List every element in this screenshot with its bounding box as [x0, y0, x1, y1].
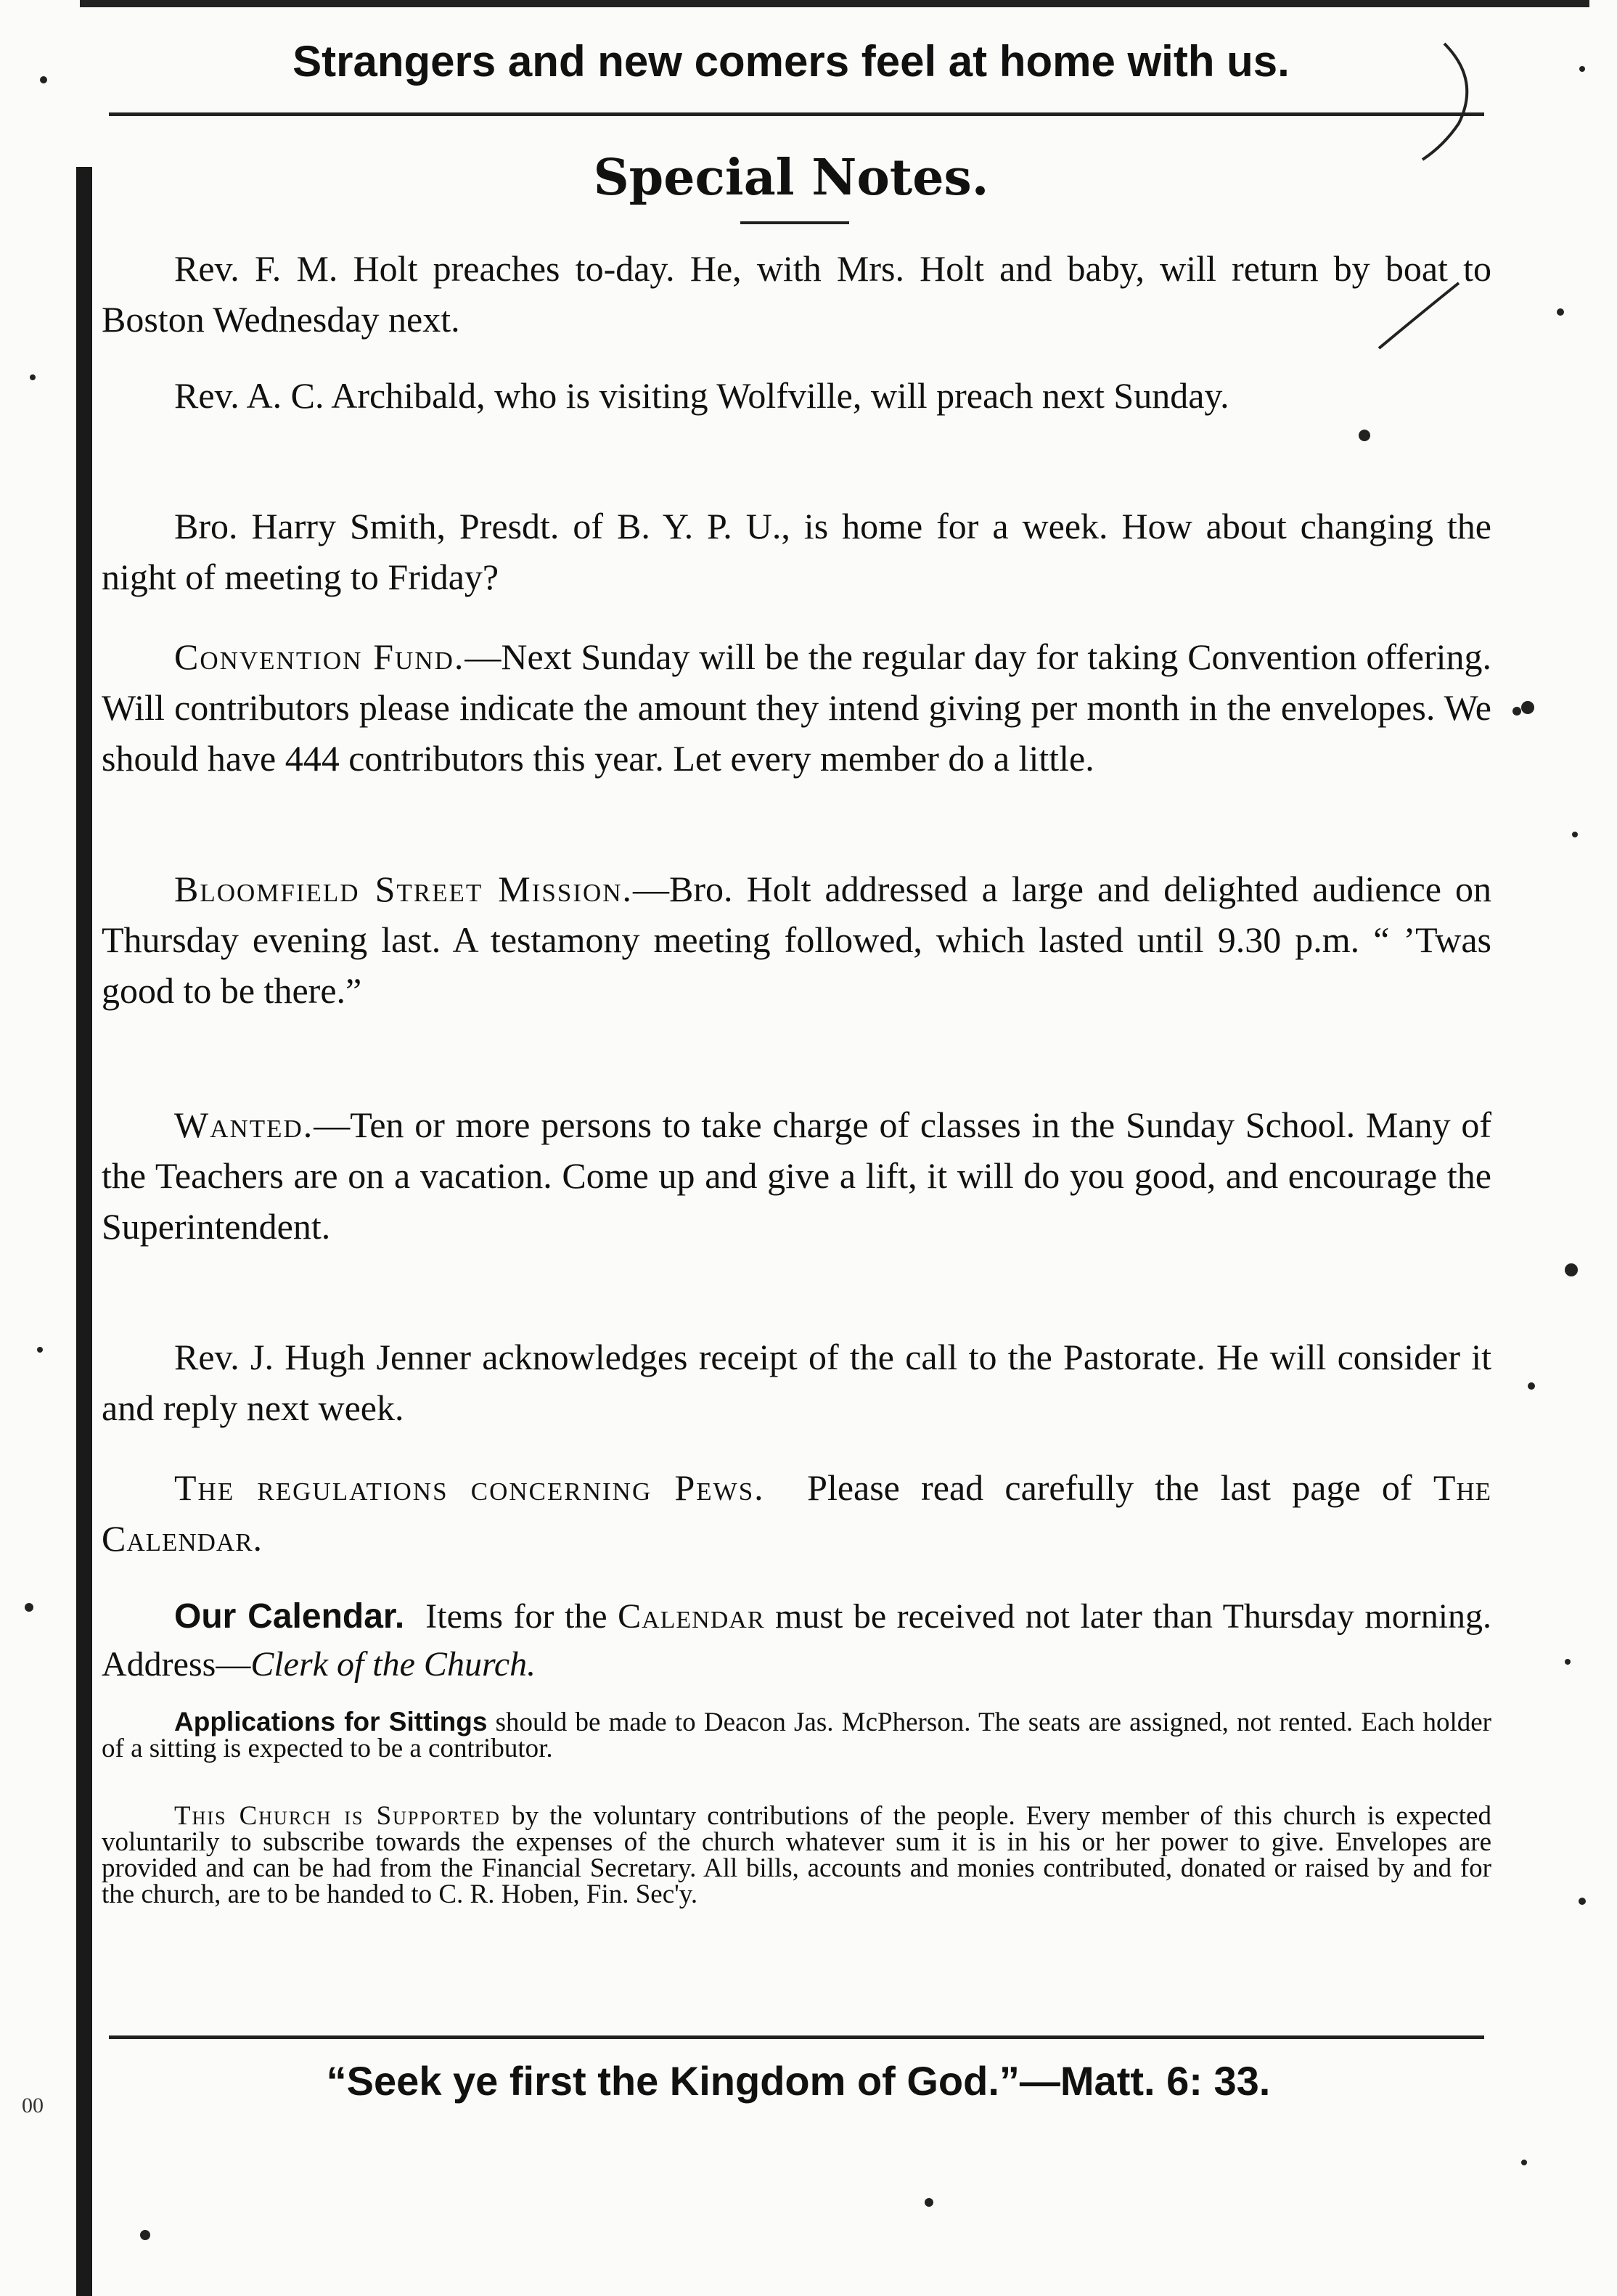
note-archibald: [102, 370, 1491, 421]
note-sittings-lead: Applications for Sittings: [174, 1707, 488, 1737]
footer-rule: [109, 2035, 1484, 2039]
note-sittings: [102, 1709, 1491, 1762]
note-calendar-after: must be received not later than Thursday morning. Address—: [102, 1597, 1492, 1684]
note-jenner: [102, 1332, 1491, 1433]
note-calendar-word: Calendar: [618, 1597, 765, 1636]
note-wanted-body: —Ten or more persons to take charge of classes in the Sunday School. Many of the Teachers are on a vacation. Come up and give a lift, it will do you good, and encourage the Superintendent.: [102, 1104, 1491, 1247]
note-support-lead: This Church is Supported: [174, 1801, 501, 1831]
section-title: Special Notes.: [593, 149, 989, 207]
note-regulations-calendar: The Calendar.: [102, 1467, 1492, 1559]
note-regulations: [102, 1462, 1491, 1564]
note-wanted-lead: Wanted.: [174, 1104, 314, 1145]
note-holt-text: Rev. F. M. Holt preaches to-day. He, with Mrs. Holt and baby, will return by boat to Boston Wednesday next.: [102, 248, 1491, 340]
left-border: [76, 167, 92, 2296]
note-convention-body: —Next Sunday will be the regular day for taking Convention offering. Will contributors please indicate the amount they intend giving per month in the envelopes. We should have 444 contributors this year. Let every member do a little.: [102, 636, 1491, 779]
header-rule: [109, 112, 1484, 116]
note-smith: [102, 501, 1491, 602]
note-jenner-text: Rev. J. Hugh Jenner acknowledges receipt of the call to the Pastorate. He will consider it and reply next week.: [102, 1337, 1491, 1428]
footer-scripture: “Seek ye first the Kingdom of God.”—Matt. 6: 33.: [326, 2058, 1271, 2104]
note-convention-fund: [102, 631, 1491, 784]
note-bloomfield-lead: Bloomfield Street Mission.: [174, 869, 634, 909]
note-our-calendar: [102, 1593, 1491, 1689]
note-convention-lead: Convention Fund.: [174, 636, 465, 677]
note-sittings-body: should be made to Deacon Jas. McPherson. The seats are assigned, not rented. Each holder of a sitting is expected to be a contributor.: [102, 1707, 1491, 1763]
note-calendar-before: Items for the: [425, 1597, 618, 1636]
note-smith-text: Bro. Harry Smith, Presdt. of B. Y. P. U., is home for a week. How about changing the night of meeting to Friday?: [102, 506, 1491, 597]
note-calendar-lead: Our Calendar.: [174, 1597, 405, 1636]
note-bloomfield-mission: [102, 864, 1491, 1016]
note-support-body: by the voluntary contributions of the people. Every member of this church is expected voluntarily to subscribe towards the expenses of the church whatever sum it is in his or her power to give. Envelopes are provided and can be had from the Financial Secretary. All bills, accounts and monies contributed, donated or raised by and for the church, are to be handed to C. R. Hoben, Fin. Sec'y.: [102, 1801, 1491, 1909]
note-wanted: [102, 1099, 1491, 1252]
note-regulations-body: Please read carefully the last page of: [807, 1467, 1433, 1508]
header-motto: Strangers and new comers feel at home with us.: [292, 37, 1290, 86]
note-bloomfield-body: —Bro. Holt addressed a large and delighted audience on Thursday evening last. A testamony meeting followed, which lasted until 9.30 p.m. “ ’Twas good to be there.”: [102, 869, 1491, 1011]
title-underline: [740, 221, 849, 224]
note-church-support: [102, 1803, 1491, 1908]
note-calendar-address: Clerk of the Church.: [250, 1645, 536, 1684]
note-holt: [102, 243, 1491, 345]
margin-fragment: 00: [22, 2094, 44, 2117]
note-regulations-lead: The regulations concerning Pews.: [174, 1467, 765, 1508]
top-border: [80, 0, 1589, 7]
note-archibald-text: Rev. A. C. Archibald, who is visiting Wolfville, will preach next Sunday.: [174, 375, 1229, 416]
